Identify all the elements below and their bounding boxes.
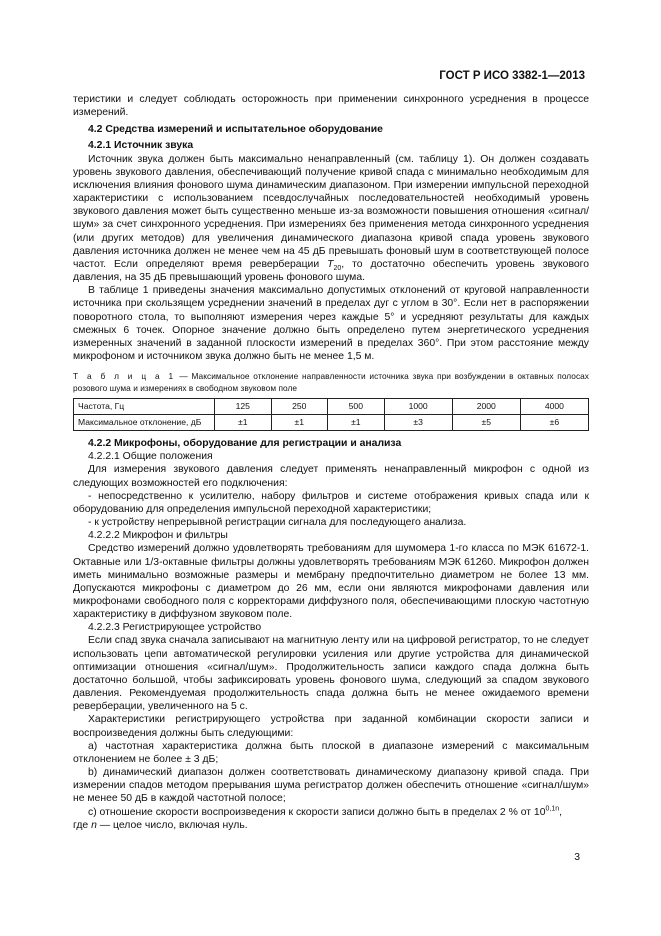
paragraph-where-n (73, 819, 589, 832)
list-item-c-end: , (559, 806, 562, 818)
paragraph-microphone-general: Для измерения звукового давления следует применять ненаправленный микрофон с одной из следующих возможностей его подключения: (73, 464, 589, 489)
superscript-exponent: 0,1n (545, 805, 560, 813)
table-cell: ±1 (271, 415, 328, 431)
table-cell: ±1 (328, 415, 385, 431)
subscript-20: 20 (333, 264, 342, 272)
table-cell: ±5 (452, 415, 520, 431)
list-item-c (73, 806, 589, 819)
table-cell: 2000 (452, 399, 520, 415)
paragraph-continued: теристики и следует соблюдать осторожность при применении синхронного усреднения в процессе измерений. (73, 94, 589, 119)
clause-heading-4-2-2-2: 4.2.2.2 Микрофон и фильтры (88, 530, 228, 542)
paragraph-recorder-characteristics: Характеристики регистрирующего устройства при заданной комбинации скорости записи и воспроизведения должны быть следующими: (73, 714, 589, 739)
paragraph-recording-device: Если спад звука сначала записывают на магнитную ленту или на цифровой регистратор, то не следует использовать цепи автоматической регулировки усиления или другие устройства для динамической оптимизации отношения «сигнал/шум». Продолжительность записи каждого спада должна быть достаточно большой, чтобы зафиксировать уровень фонового шума, следующий за спадом звукового давления. Рекомендуемая продолжительность спада должна быть не менее ожидаемого времени реверберации, увеличенного на 5 с. (73, 635, 589, 713)
table-cell: ±1 (215, 415, 272, 431)
subsection-heading-4-2-1: 4.2.1 Источник звука (88, 140, 194, 152)
paragraph-table-reference: В таблице 1 приведены значения максимально допустимых отклонений от круговой направленности источника при скользящем усреднении значений в пределах дуг с углом в 30°. Если нет в распоряжении поворотного стола, то выполняют измерения через каждые 5° и усредняют результаты для каждых смежных 6 точек. Опорное значение должно быть определено путем энергетического усреднения измеренных значений в заданной плоскости измерений в пределах 360°. При этом расстояние между микрофоном и источником звука должно быть не менее 1,5 м. (73, 285, 589, 362)
document-body (73, 93, 589, 832)
table-cell: 4000 (520, 399, 588, 415)
where-prefix: где (73, 819, 92, 831)
table-caption-label: Т а б л и ц а 1 (73, 371, 176, 382)
clause-heading-4-2-2-1: 4.2.2.1 Общие положения (88, 451, 213, 463)
list-item-recorder: - к устройству непрерывной регистрации сигнала для последующего анализа. (88, 517, 467, 529)
table-caption-text: — Максимальное отклонение направленности источника звука при возбуждении в октавных полосах розового шума и измерениях в свободном звуковом поле (73, 371, 590, 394)
table-directivity (73, 398, 589, 431)
page-number: 3 (574, 852, 580, 863)
table-cell: ±3 (384, 415, 452, 431)
symbol-t: T (327, 258, 334, 270)
table-cell: 500 (328, 399, 385, 415)
table-caption (73, 370, 589, 394)
table-cell: 125 (215, 399, 272, 415)
clause-heading-4-2-2-3: 4.2.2.3 Регистрирующее устройство (88, 622, 262, 634)
document-header: ГОСТ Р ИСО 3382-1—2013 (439, 70, 585, 82)
symbol-n: n (91, 819, 97, 831)
list-item-c-text: с) отношение скорости воспроизведения к скорости записи должно быть в пределах 2 % от 10 (88, 806, 546, 818)
table-cell: ±6 (520, 415, 588, 431)
table-row-header: Частота, Гц (74, 399, 215, 415)
paragraph-text: Источник звука должен быть максимально ненаправленный (см. таблицу 1). Он должен создавать уровень звукового давления, обеспечивающий получение кривой спада с минимально необходимым для исключения влияния фонового шума динамическим диапазоном. При измерении импульсной переходной характеристики с использованием псевдослучайных последовательностей необходимый уровень звукового давления может быть существенно меньше из-за возможности повышения отношения «сигнал/шум» за счет синхронного усреднения. При измерениях без применения метода синхронного усреднения (или других методов) для увеличения динамического диапазона кривой спада уровень звукового давления источника должен не менее чем на 45 дБ превышать фоновый шум в соответствующей полосе частот. Если определяют время реверберации (73, 153, 589, 270)
where-text: — целое число, включая нуль. (96, 819, 248, 831)
list-item-b: b) динамический диапазон должен соответствовать динамическому диапазону кривой спада. При измерении спадов методом прерывания шума регистратор должен обеспечить отношение «сигнал/шум» не менее 50 дБ в каждой частотной полосе; (73, 767, 589, 805)
list-item-amplifier: - непосредственно к усилителю, набору фильтров и системе отображения кривых спада или к оборудованию для определения импульсной переходной характеристики; (73, 490, 589, 515)
subsection-heading-4-2-2: 4.2.2 Микрофоны, оборудование для регистрации и анализа (88, 438, 402, 450)
list-item-a: а) частотная характеристика должна быть плоской в диапазоне измерений с максимальным отклонением не более ± 3 дБ; (73, 740, 589, 765)
table-cell: 1000 (384, 399, 452, 415)
table-cell: 250 (271, 399, 328, 415)
table-row-deviation (74, 415, 589, 431)
paragraph-sound-source (73, 153, 589, 285)
paragraph-microphone-filters: Средство измерений должно удовлетворять требованиям для шумомера 1-го класса по МЭК 61672-1. Октавные или 1/3-октавные фильтры должны удовлетворять требованиям МЭК 61260. Микрофон должен иметь минимально возможные размеры и мембрану предпочтительно диаметром не более 13 мм. Допускаются микрофоны с диаметром до 26 мм, если они являются микрофонами давления или микрофонами свободного поля с корректорами диффузного поля, обеспечивающими плоскую частотную характеристику в диффузном звуковом поле. (73, 543, 589, 621)
section-heading-4-2: 4.2 Средства измерений и испытательное оборудование (88, 124, 383, 136)
table-row-frequency (74, 399, 589, 415)
paragraph-text-end: , то достаточно обеспечить уровень звукового давления, на 35 дБ превышающий уровень фонового шума. (73, 258, 589, 284)
table-row-header: Максимальное отклонение, дБ (74, 415, 215, 431)
